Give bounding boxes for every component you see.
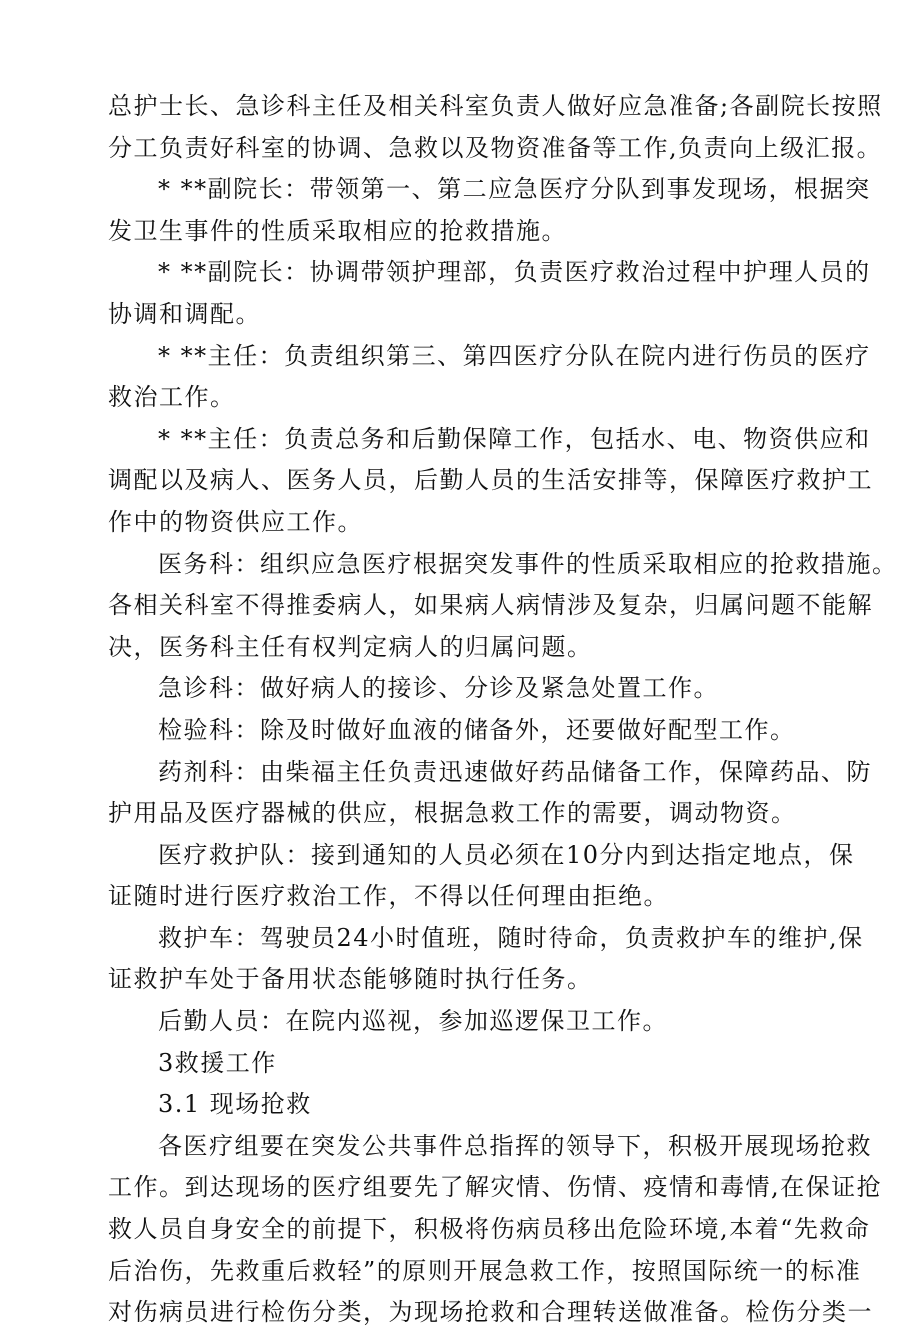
text-line: 工作。到达现场的医疗组要先了解灾情、伤情、疫情和毒情,在保证抢	[108, 1173, 883, 1202]
text-line: 总护士长、急诊科主任及相关科室负责人做好应急准备;各副院长按照	[108, 92, 883, 120]
text-line: 救人员自身安全的前提下，积极将伤病员移出危险环境,本着“先救命	[108, 1215, 871, 1244]
text-line: 检验科：除及时做好血液的储备外，还要做好配型工作。	[158, 715, 796, 744]
text-line: 作中的物资供应工作。	[108, 507, 363, 536]
text-line: 医疗救护队：接到通知的人员必须在10分内到达指定地点，保	[158, 840, 855, 869]
text-line: 药剂科：由柴福主任负责迅速做好药品储备工作，保障药品、防	[158, 757, 872, 786]
text-line: 证救护车处于备用状态能够随时执行任务。	[108, 965, 593, 994]
text-line: * **副院长：带领第一、第二应急医疗分队到事发现场，根据突	[158, 175, 871, 204]
text-line: 协调和调配。	[108, 299, 261, 328]
text-line: 决，医务科主任有权判定病人的归属问题。	[108, 632, 593, 661]
text-line: 发卫生事件的性质采取相应的抢救措施。	[108, 216, 567, 245]
text-line: 救治工作。	[108, 383, 236, 412]
text-line: 分工负责好科室的协调、急救以及物资准备等工作,负责向上级汇报。	[108, 133, 883, 162]
text-line: * **副院长：协调带领护理部，负责医疗救治过程中护理人员的	[158, 258, 871, 287]
text-line: 急诊科：做好病人的接诊、分诊及紧急处置工作。	[158, 674, 719, 703]
text-line: 各医疗组要在突发公共事件总指挥的领导下，积极开展现场抢救	[158, 1131, 872, 1160]
text-line: 救护车：驾驶员24小时值班，随时待命，负责救护车的维护,保	[158, 923, 864, 952]
text-line: 护用品及医疗器械的供应，根据急救工作的需要，调动物资。	[108, 799, 797, 828]
text-line: * **主任：负责组织第三、第四医疗分队在院内进行伤员的医疗	[158, 341, 871, 370]
text-line: 3救援工作	[158, 1048, 277, 1077]
text-line: 3.1 现场抢救	[158, 1090, 312, 1119]
text-line: 对伤病员进行检伤分类，为现场抢救和合理转送做准备。检伤分类一	[108, 1298, 873, 1327]
text-line: 各相关科室不得推委病人，如果病人病情涉及复杂，归属问题不能解	[108, 591, 873, 620]
text-line: 后勤人员：在院内巡视，参加巡逻保卫工作。	[158, 1007, 668, 1036]
text-line: 调配以及病人、医务人员，后勤人员的生活安排等，保障医疗救护工	[108, 466, 873, 495]
text-line: 证随时进行医疗救治工作，不得以任何理由拒绝。	[108, 882, 669, 911]
text-line: 医务科：组织应急医疗根据突发事件的性质采取相应的抢救措施。	[158, 549, 898, 578]
text-line: * **主任：负责总务和后勤保障工作，包括水、电、物资供应和	[158, 424, 871, 453]
text-line: 后治伤，先救重后救轻”的原则开展急救工作，按照国际统一的标准	[108, 1256, 862, 1285]
